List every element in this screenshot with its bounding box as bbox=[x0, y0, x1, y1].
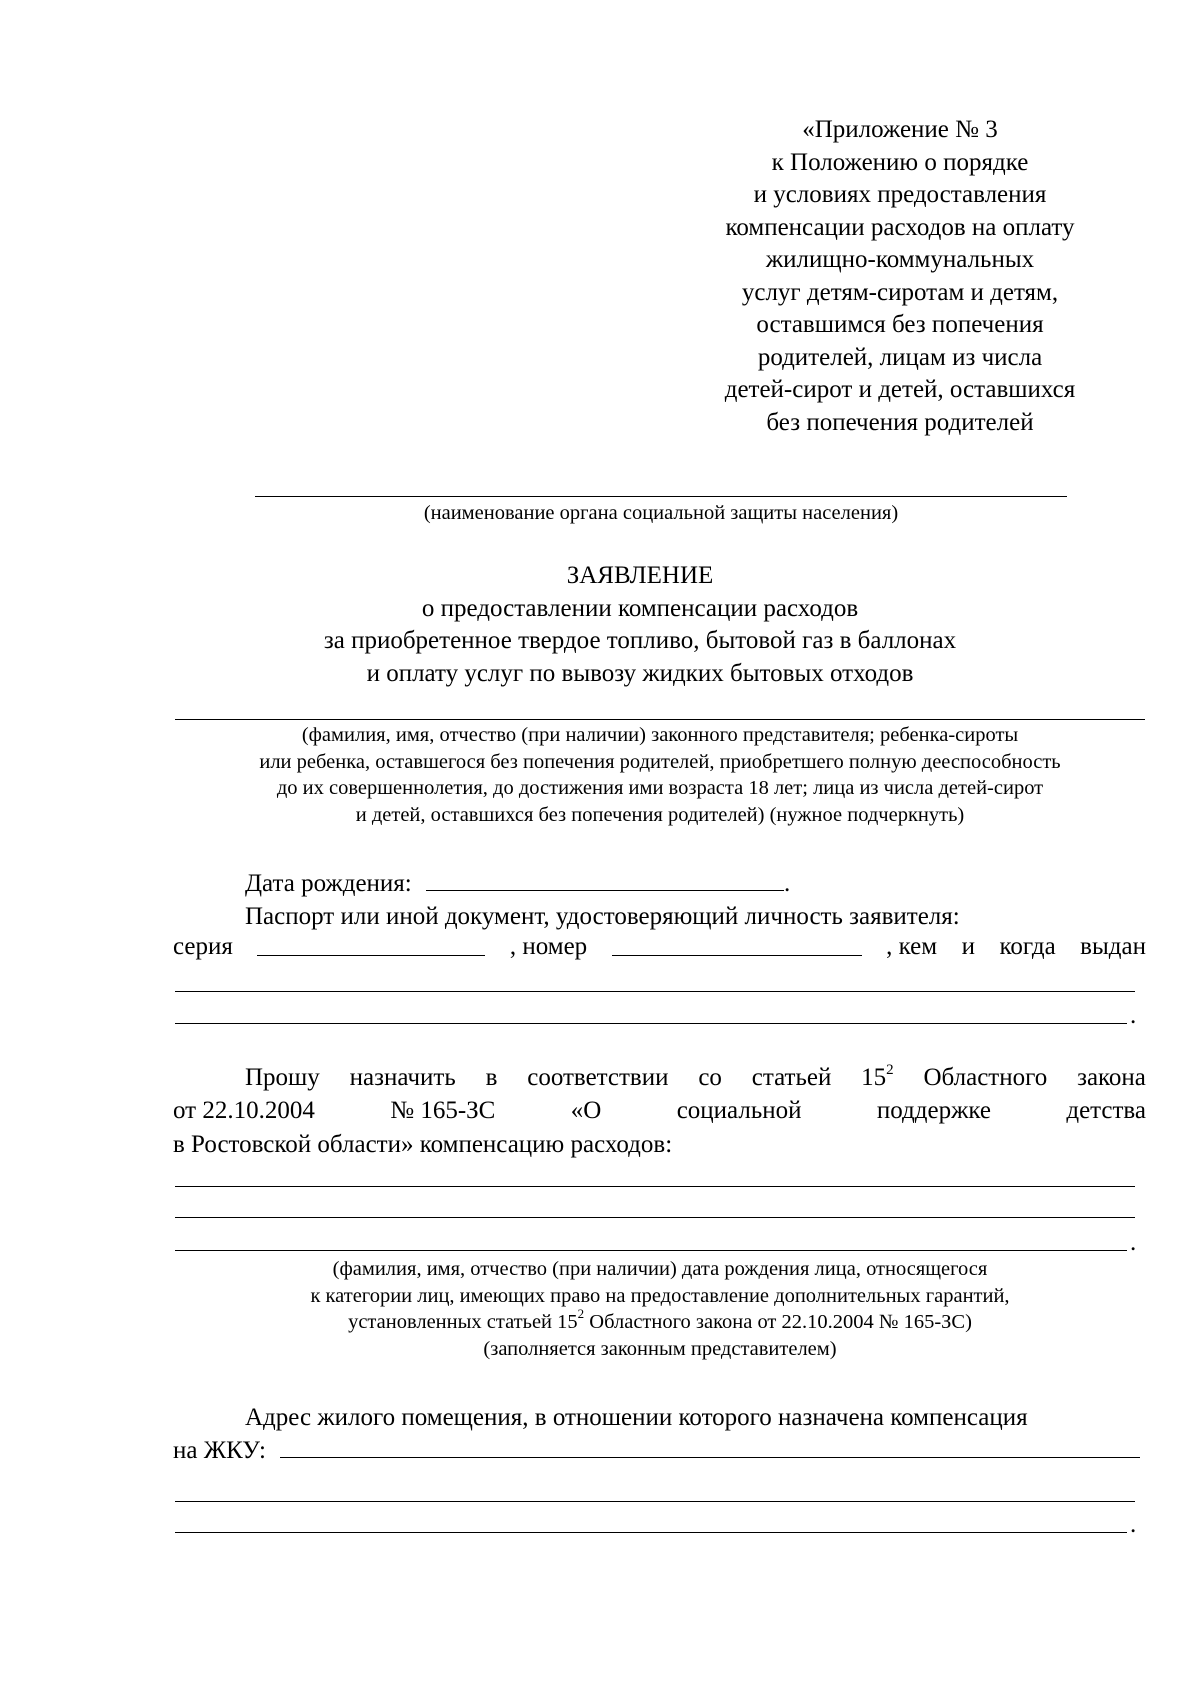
applicant-name-field[interactable] bbox=[175, 719, 1145, 720]
address-label: на ЖКУ: bbox=[173, 1437, 266, 1464]
appendix-line: детей-сирот и детей, оставшихся bbox=[724, 376, 1076, 403]
birth-date-label: Дата рождения: bbox=[245, 870, 412, 897]
birth-date-row: Дата рождения: . bbox=[245, 870, 791, 897]
appendix-line: оставшимся без попечения bbox=[756, 311, 1044, 338]
appendix-line: «Приложение № 3 bbox=[802, 116, 998, 143]
authority-name-field[interactable] bbox=[255, 496, 1067, 497]
address-field[interactable] bbox=[175, 1532, 1127, 1533]
passport-issued-field[interactable] bbox=[175, 991, 1135, 992]
address-end: . bbox=[1130, 1511, 1137, 1538]
appendix-line: к Положению о порядке bbox=[771, 148, 1029, 176]
number-label: , номер bbox=[509, 933, 588, 960]
appendix-line: без попечения родителей bbox=[766, 408, 1034, 436]
birth-date-field[interactable] bbox=[426, 868, 784, 891]
title-line: за приобретенное твердое топливо, бытовой газ в баллонах bbox=[323, 627, 957, 654]
request-line: в Ростовской области» компенсацию расходов: bbox=[173, 1131, 673, 1158]
request-line: от 22.10.2004 № 165-ЗС «О социальной поддержке детства bbox=[173, 1097, 1146, 1124]
document-title bbox=[160, 560, 1120, 690]
address-field[interactable] bbox=[175, 1501, 1135, 1502]
appendix-line: родителей, лицам из числа bbox=[757, 343, 1043, 371]
request-end: . bbox=[1130, 1229, 1137, 1256]
issued-word: и bbox=[961, 933, 975, 960]
appendix-line: услуг детям-сиротам и детям, bbox=[741, 278, 1059, 306]
passport-number-field[interactable] bbox=[612, 933, 862, 956]
passport-label: Паспорт или иной документ, удостоверяющий личность заявителя: bbox=[245, 903, 960, 930]
appendix-line: компенсации расходов на оплату bbox=[725, 213, 1075, 241]
authority-caption: (наименование органа социальной защиты населения) bbox=[423, 502, 899, 524]
person-name-field[interactable] bbox=[175, 1250, 1127, 1251]
address-row bbox=[173, 1435, 1140, 1468]
passport-issued-field[interactable] bbox=[175, 1023, 1127, 1024]
passport-row bbox=[173, 933, 1146, 961]
issued-word: когда bbox=[999, 933, 1056, 960]
issued-word: выдан bbox=[1080, 933, 1146, 960]
appendix-header bbox=[640, 114, 1160, 439]
title-heading: ЗАЯВЛЕНИЕ bbox=[566, 562, 714, 589]
title-line: о предоставлении компенсации расходов bbox=[421, 594, 859, 622]
series-label: серия bbox=[173, 933, 233, 960]
appendix-line: жилищно-коммунальных bbox=[765, 246, 1035, 273]
appendix-line: и условиях предоставления bbox=[753, 181, 1047, 208]
person-caption: (фамилия, имя, отчество (при наличии) дата рождения лица, относящегося к категории лиц, имеющих право на предоставление дополнительных гарантий, установленных статьей $15^2$ Областного закона от 22.10.2004 № 165-ЗС) (заполняется законным представителем) bbox=[310, 1258, 1010, 1360]
statute-superscript: 2 bbox=[886, 1061, 894, 1078]
person-name-field[interactable] bbox=[175, 1217, 1135, 1218]
address-field[interactable] bbox=[280, 1435, 1140, 1458]
title-line: и оплату услуг по вывозу жидких бытовых отходов bbox=[366, 659, 914, 687]
request-line: Прошу назначить в соответствии со статьей $15^2$ Областного закона bbox=[245, 1061, 1146, 1091]
address-line: Адрес жилого помещения, в отношении которого назначена компенсация bbox=[245, 1404, 1028, 1431]
person-name-field[interactable] bbox=[175, 1186, 1135, 1187]
passport-end: . bbox=[1130, 1002, 1137, 1029]
passport-series-field[interactable] bbox=[257, 933, 485, 956]
statute-superscript: 2 bbox=[577, 1306, 585, 1322]
issued-word: , кем bbox=[886, 933, 938, 960]
applicant-caption: (фамилия, имя, отчество (при наличии) законного представителя; ребенка-сироты или ребенка, оставшегося без попечения родителей, приобретшего полную дееспособность до их совершеннолетия, до достижения ими возраста 18 лет; лица из числа детей-сирот и детей, оставшихся без попечения родителей) (нужное подчеркнуть) bbox=[259, 724, 1061, 826]
